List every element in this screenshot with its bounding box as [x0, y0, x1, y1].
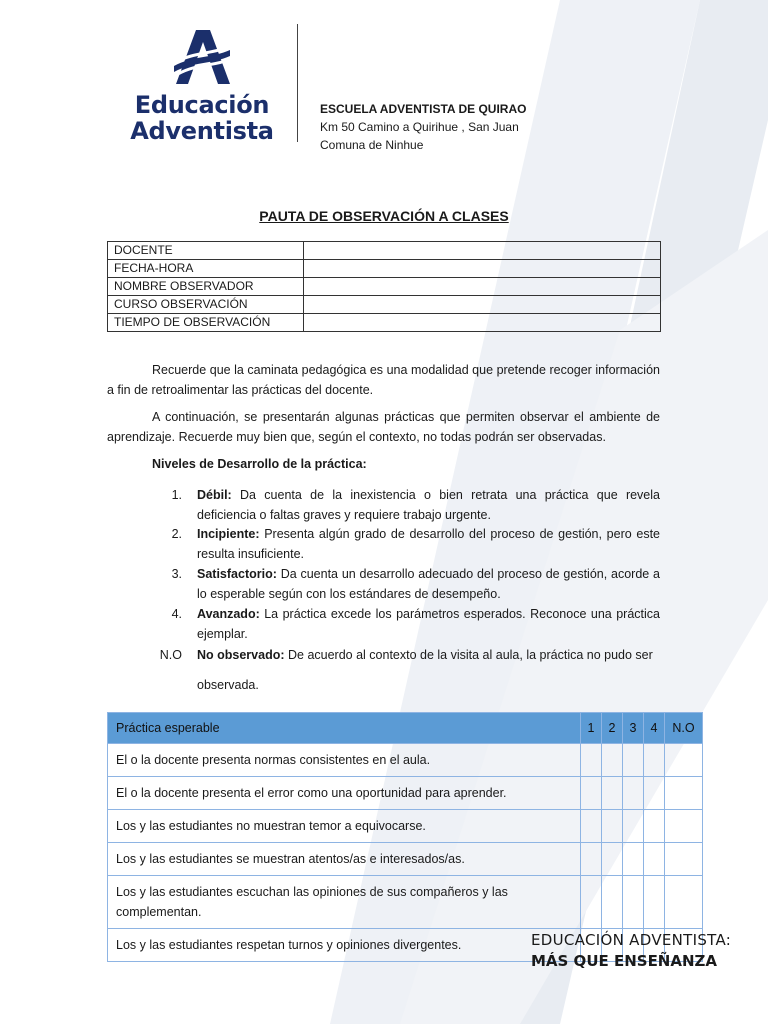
rating-cell[interactable]	[665, 876, 703, 929]
info-label: NOMBRE OBSERVADOR	[108, 278, 304, 296]
level-description: Da cuenta un desarrollo adecuado del proceso de gestión, acorde a lo esperable según con los estándares de desempeño.	[197, 567, 660, 601]
level-item	[152, 485, 660, 525]
footer-line1: EDUCACIÓN ADVENTISTA:	[531, 931, 732, 949]
education-logo	[122, 28, 282, 144]
rating-cell[interactable]	[623, 876, 644, 929]
info-row-fecha-hora	[108, 260, 661, 278]
header-level-2: 2	[602, 713, 623, 744]
level-description: La práctica excede los parámetros esperados. Reconoce una práctica ejemplar.	[197, 607, 660, 641]
level-item-continuation	[152, 675, 660, 695]
header-level-4: 4	[644, 713, 665, 744]
practice-table	[107, 712, 703, 962]
rating-cell[interactable]	[602, 810, 623, 843]
info-label: CURSO OBSERVACIÓN	[108, 296, 304, 314]
table-row	[108, 744, 703, 777]
level-description: De acuerdo al contexto de la visita al aula, la práctica no pudo ser	[284, 648, 653, 662]
info-row-docente	[108, 242, 661, 260]
level-item	[152, 645, 660, 665]
info-label: DOCENTE	[108, 242, 304, 260]
info-value-field[interactable]	[304, 296, 661, 314]
rating-cell[interactable]	[665, 744, 703, 777]
practice-text: Los y las estudiantes no muestran temor a equivocarse.	[108, 810, 581, 843]
header-level-3: 3	[623, 713, 644, 744]
rating-cell[interactable]	[665, 810, 703, 843]
rating-cell[interactable]	[644, 810, 665, 843]
level-description: Da cuenta de la inexistencia o bien retrata una práctica que revela deficiencia o faltas graves y requiere trabajo urgente.	[197, 488, 660, 522]
rating-cell[interactable]	[581, 744, 602, 777]
logo-text-line2: Adventista	[130, 117, 274, 145]
rating-cell[interactable]	[602, 777, 623, 810]
level-number: 4.	[171, 607, 182, 621]
rating-cell[interactable]	[602, 843, 623, 876]
school-name: ESCUELA ADVENTISTA DE QUIRAO	[320, 102, 527, 116]
practice-text: El o la docente presenta el error como una oportunidad para aprender.	[108, 777, 581, 810]
level-number: 3.	[171, 567, 182, 581]
rating-cell[interactable]	[602, 876, 623, 929]
info-value-field[interactable]	[304, 260, 661, 278]
rating-cell[interactable]	[644, 744, 665, 777]
header-level-1: 1	[581, 713, 602, 744]
table-row	[108, 777, 703, 810]
rating-cell[interactable]	[665, 777, 703, 810]
header-no-observado: N.O	[665, 713, 703, 744]
level-item	[152, 524, 660, 564]
level-term: Incipiente:	[197, 527, 260, 541]
levels-title: Niveles de Desarrollo de la práctica:	[152, 457, 367, 471]
rating-cell[interactable]	[644, 777, 665, 810]
rating-cell[interactable]	[644, 876, 665, 929]
level-number: 1.	[171, 488, 182, 502]
practice-header-row	[108, 713, 703, 744]
level-description: Presenta algún grado de desarrollo del proceso de gestión, pero este resulta insuficiente.	[197, 527, 660, 561]
page-title: PAUTA DE OBSERVACIÓN A CLASES	[259, 208, 509, 224]
practice-text: Los y las estudiantes escuchan las opiniones de sus compañeros y las complementan.	[108, 876, 581, 929]
practice-text: El o la docente presenta normas consistentes en el aula.	[108, 744, 581, 777]
table-row	[108, 876, 703, 929]
level-description: observada.	[197, 678, 259, 692]
rating-cell[interactable]	[623, 777, 644, 810]
school-address-line1: Km 50 Camino a Quirihue , San Juan	[320, 120, 519, 134]
info-row-tiempo-observacion	[108, 314, 661, 332]
rating-cell[interactable]	[644, 843, 665, 876]
info-row-nombre-observador	[108, 278, 661, 296]
rating-cell[interactable]	[581, 843, 602, 876]
info-row-curso-observacion	[108, 296, 661, 314]
practice-text: Los y las estudiantes se muestran atentos/as e interesados/as.	[108, 843, 581, 876]
rating-cell[interactable]	[581, 810, 602, 843]
level-term: No observado:	[197, 648, 285, 662]
rating-cell[interactable]	[581, 777, 602, 810]
context-paragraph: A continuación, se presentarán algunas prácticas que permiten observar el ambiente de aprendizaje. Recuerde muy bien que, según el contexto, no todas podrán ser observadas.	[107, 410, 660, 444]
school-info	[320, 100, 526, 154]
logo-text-line1: Educación	[134, 91, 270, 119]
practice-text: Los y las estudiantes respetan turnos y opiniones divergentes.	[108, 929, 581, 962]
info-value-field[interactable]	[304, 242, 661, 260]
info-label: TIEMPO DE OBSERVACIÓN	[108, 314, 304, 332]
rating-cell[interactable]	[602, 744, 623, 777]
table-row	[108, 810, 703, 843]
header-divider	[297, 24, 298, 142]
level-term: Satisfactorio:	[197, 567, 277, 581]
info-table	[107, 241, 661, 332]
intro-paragraph: Recuerde que la caminata pedagógica es una modalidad que pretende recoger información a fin de retroalimentar las prácticas del docente.	[107, 363, 660, 397]
level-term: Avanzado:	[197, 607, 260, 621]
table-row	[108, 843, 703, 876]
school-address-line2: Comuna de Ninhue	[320, 138, 424, 152]
level-number: N.O	[159, 648, 182, 662]
level-item	[152, 604, 660, 644]
info-value-field[interactable]	[304, 314, 661, 332]
info-value-field[interactable]	[304, 278, 661, 296]
logo-a-icon	[172, 28, 232, 86]
level-term: Débil:	[197, 488, 232, 502]
rating-cell[interactable]	[623, 810, 644, 843]
footer-line2: MÁS QUE ENSEÑANZA	[531, 952, 718, 970]
rating-cell[interactable]	[623, 744, 644, 777]
rating-cell[interactable]	[581, 876, 602, 929]
level-number: 2.	[171, 527, 182, 541]
level-item	[152, 564, 660, 604]
header-practica: Práctica esperable	[108, 713, 581, 744]
rating-cell[interactable]	[623, 843, 644, 876]
footer-slogan	[531, 931, 731, 970]
rating-cell[interactable]	[665, 843, 703, 876]
info-label: FECHA-HORA	[108, 260, 304, 278]
